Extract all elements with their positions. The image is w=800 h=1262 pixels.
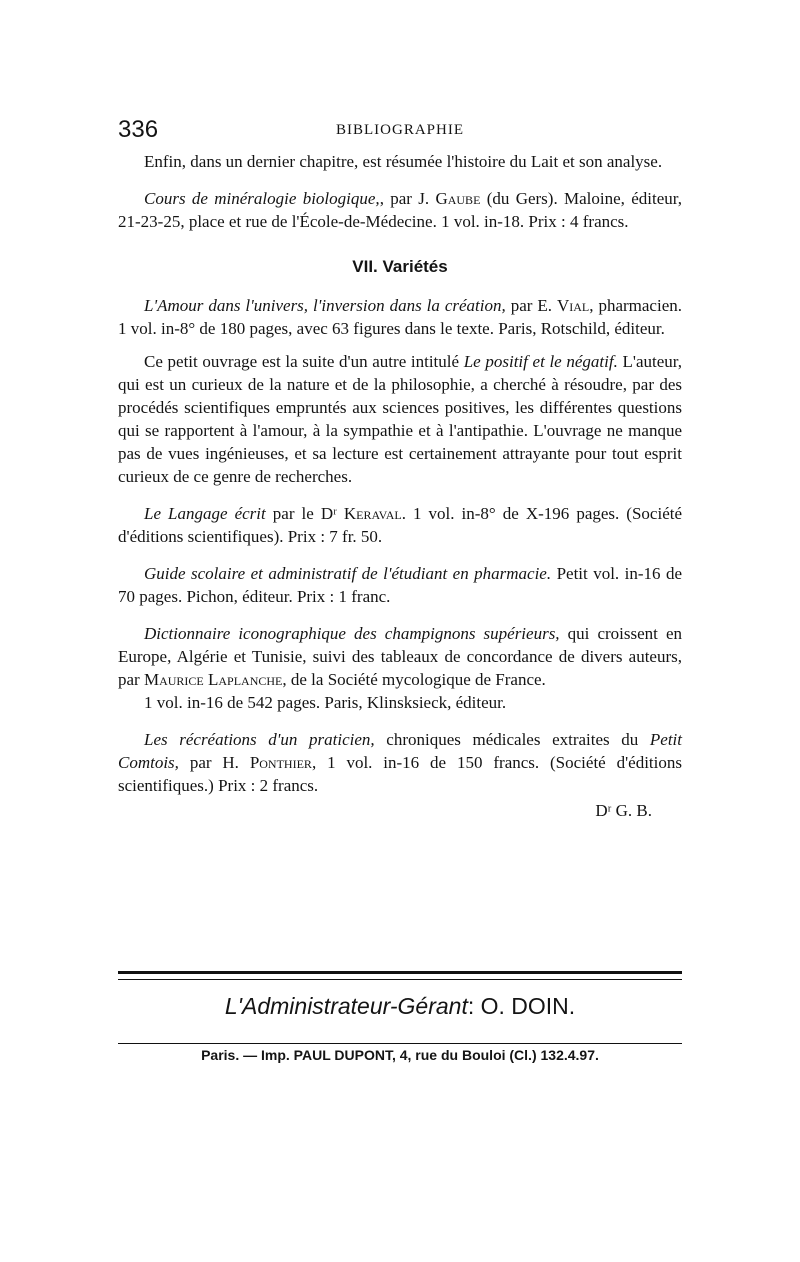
- administrator-label: L'Administrateur-Gérant: [224, 993, 468, 1019]
- entry-title: Les récréations d'un praticien,: [144, 730, 375, 749]
- entry-author: Ponthier: [249, 753, 312, 772]
- administrator-line: [118, 993, 682, 1020]
- entry-guide-scolaire: Guide scolaire et administratif de l'étudiant en pharmacie. Petit vol. in-16 de 70 pages. Pichon, éditeur. Prix : 1 franc.: [118, 564, 682, 606]
- page-header: [118, 116, 682, 146]
- entry-author: Keraval: [343, 504, 402, 523]
- entry-recreations: Les récréations d'un praticien, chroniques médicales extraites du Petit Comtois, par H. Ponthier, 1 vol. in-16 de 150 francs. (Société d'éditions scientifiques.) Prix : 2 francs.: [118, 730, 683, 795]
- amour-review: Ce petit ouvrage est la suite d'un autre intitulé Le positif et le négatif. L'auteur, qui est un curieux de la nature et de la philosophie, a cherché à résoudre, par des procédés scientifiques empruntés aux sciences positives, les différentes questions qui se rapportent à l'amour, à la sympathie et à l'antipathie. L'ouvrage ne manque pas de vues ingénieuses, et sa lecture est certainement attrayante pour tout esprit curieux de ce genre de recherches.: [118, 352, 683, 486]
- double-rule-divider: [118, 971, 682, 980]
- entry-langage-ecrit: Le Langage écrit par le Dʳ Keraval. 1 vol. in-8° de X-196 pages. (Société d'éditions scientifiques). Prix : 7 fr. 50.: [118, 504, 683, 546]
- entry-title: Le Langage écrit: [144, 504, 266, 523]
- section-title: VII. Variétés: [352, 257, 448, 276]
- entry-title: Le positif et le négatif.: [463, 352, 618, 371]
- entry-title: Guide scolaire et administratif de l'étudiant en pharmacie.: [144, 564, 552, 583]
- signature: Dʳ G. B.: [595, 801, 652, 820]
- entry-author: Maurice Laplanche: [143, 670, 283, 689]
- entry-dictionnaire-details: 1 vol. in-16 de 542 pages. Paris, Klinsksieck, éditeur.: [144, 693, 507, 712]
- intro-paragraph: Enfin, dans un dernier chapitre, est résumée l'histoire du Lait et son analyse.: [144, 152, 663, 171]
- page-number: 336: [118, 116, 159, 143]
- entry-title: Cours de minéralogie biologique,: [144, 189, 380, 208]
- entry-dictionnaire: Dictionnaire iconographique des champignons supérieurs, qui croissent en Europe, Algérie et Tunisie, suivi des tableaux de concordance de divers auteurs, par Maurice Laplanche, de la Société mycologique de France.: [118, 624, 682, 689]
- page-body: [118, 150, 682, 822]
- entry-author: Gaube: [435, 189, 481, 208]
- entry-cours-mineralogie: Cours de minéralogie biologique,, par J. Gaube (du Gers). Maloine, éditeur, 21-23-25, place et rue de l'École-de-Médecine. 1 vol. in-18. Prix : 4 francs.: [118, 189, 683, 231]
- running-title: BIBLIOGRAPHIE: [336, 122, 464, 138]
- entry-title: L'Amour dans l'univers, l'inversion dans la création,: [144, 296, 506, 315]
- printer-imprint: Paris. — Imp. PAUL DUPONT, 4, rue du Bouloi (Cl.) 132.4.97.: [201, 1047, 599, 1063]
- entry-title: Dictionnaire iconographique des champignons supérieurs,: [144, 624, 560, 643]
- entry-amour: L'Amour dans l'univers, l'inversion dans la création, par E. Vial, pharmacien. 1 vol. in-8° de 180 pages, avec 63 figures dans le texte. Paris, Rotschild, éditeur.: [118, 296, 682, 338]
- rule-divider: [118, 1043, 682, 1044]
- administrator-name: : O. DOIN.: [467, 993, 576, 1019]
- entry-author: Vial: [556, 296, 590, 315]
- entry-title-secondary: Petit Comtois,: [118, 730, 683, 772]
